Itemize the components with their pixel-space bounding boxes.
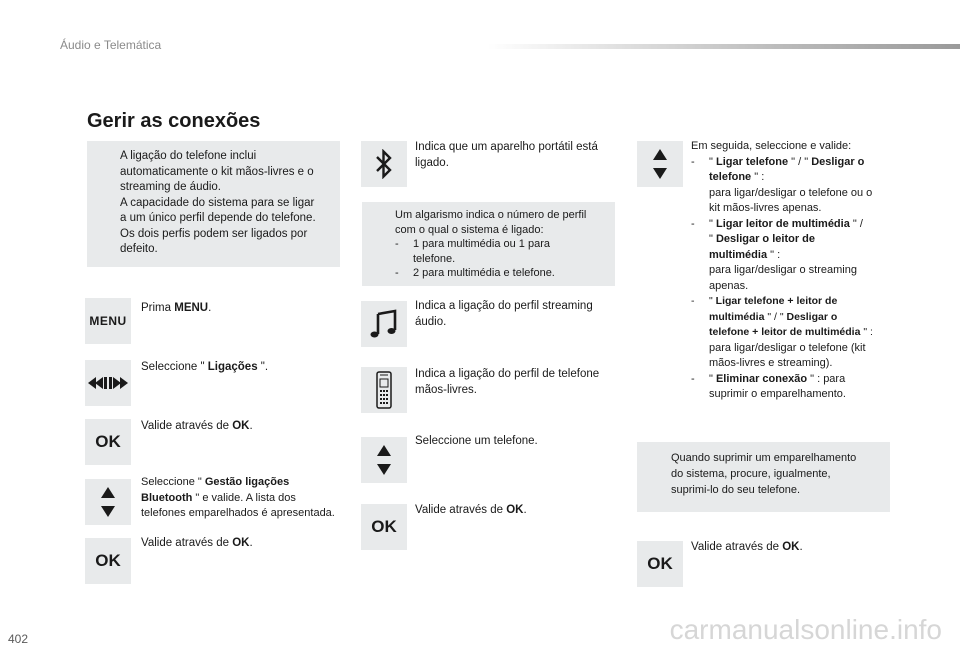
ok-label: OK (95, 551, 121, 570)
options-list: Em seguida, seleccione e valide: - " Ligar telefone " / " Desligar o telefone " : para ligar/desligar o telefone ou o kit mãos-livres apenas. - " Ligar leitor de multimédia " / " Desligar o leitor de multimédia " : para ligar/desligar o streaming apenas. - " Ligar telefone + leitor de multimédia " / " Desligar o telefone + leitor de multimédia " : para ligar/desligar o telefone (kit mãos-livres e streaming). - " Eliminar conexão " : para suprimir o emparelhamento. (691, 139, 899, 403)
option-delete-connection: - " Eliminar conexão " : para suprimir o emparelhamento. (691, 372, 846, 400)
music-note-icon (369, 309, 399, 339)
step-validate-ok: Valide através de OK. (415, 504, 527, 516)
phone-icon (372, 371, 396, 409)
bluetooth-tile (361, 141, 407, 187)
up-down-arrows-icon (376, 443, 392, 477)
up-down-button[interactable] (637, 141, 683, 187)
option-media-player: - " Ligar leitor de multimédia " / " Desligar o leitor de multimédia " : para ligar/desligar o streaming apenas. (691, 217, 863, 292)
ok-button[interactable] (85, 419, 131, 465)
rewind-forward-button[interactable] (85, 360, 131, 406)
bluetooth-description: Indica que um aparelho portátil está ligado. (415, 141, 598, 169)
menu-button[interactable] (85, 298, 131, 344)
info-icon (373, 211, 380, 225)
step-validate-ok: Valide através de OK. (141, 537, 253, 549)
ok-button[interactable] (85, 538, 131, 584)
up-down-button[interactable] (361, 437, 407, 483)
up-down-arrows-icon (100, 485, 116, 519)
ok-button[interactable] (637, 541, 683, 587)
info-icon (98, 154, 105, 174)
ok-button[interactable] (361, 504, 407, 550)
watermark: carmanualsonline.info (669, 614, 942, 645)
step-validate-ok: Valide através de OK. (141, 420, 253, 432)
up-down-button[interactable] (85, 479, 131, 525)
bluetooth-icon (375, 149, 393, 179)
step-select-phone: Seleccione um telefone. (415, 435, 538, 447)
menu-label: MENU (89, 314, 127, 328)
ok-label: OK (371, 517, 397, 536)
ok-label: OK (647, 554, 673, 573)
info-box-profile-number: Um algarismo indica o número de perfil com o qual o sistema é ligado: - 1 para multimédia ou 1 para telefone. - 2 para multimédia e telefone. (362, 202, 615, 286)
step-validate-ok: Valide através de OK. (691, 541, 803, 553)
info-box-delete-pairing: Quando suprimir um emparelhamento do sistema, procure, igualmente, suprimi-lo do seu telefone. (637, 442, 890, 512)
info-icon (651, 456, 658, 471)
ok-label: OK (95, 432, 121, 451)
phone-description: Indica a ligação do perfil de telefone mãos-livres. (415, 368, 600, 396)
rewind-forward-icon (88, 376, 128, 390)
music-description: Indica a ligação do perfil streaming áudio. (415, 300, 593, 328)
header-bar (488, 44, 960, 49)
header-title: Áudio e Telemática (60, 38, 162, 52)
up-down-arrows-icon (652, 147, 668, 181)
option-phone: - " Ligar telefone " / " Desligar o telefone " : para ligar/desligar o telefone ou o kit mãos-livres apenas. (691, 155, 873, 214)
phone-tile (361, 367, 407, 413)
step-select-bt-management: Seleccione " Gestão ligações Bluetooth " e valide. A lista dos telefones emparelhados é apresentada. (141, 476, 335, 519)
info-box-connection: A ligação do telefone inclui automaticamente o kit mãos-livres e o streaming de áudio. A capacidade do sistema para se ligar a um único perfil depende do telefone. Os dois perfis podem ser ligados por defeito. (87, 141, 340, 267)
option-phone-and-media: - " Ligar telefone + leitor de multimédia " / " Desligar o telefone + leitor de multimédia " : para ligar/desligar o telefone (kit mãos-livres e streaming). (691, 295, 873, 369)
step-press-menu: Prima MENU. (141, 302, 212, 314)
step-select-connections: Seleccione " Ligações ". (141, 361, 269, 373)
page-number: 402 (8, 632, 29, 646)
music-tile (361, 301, 407, 347)
section-title: Gerir as conexões (87, 110, 261, 132)
